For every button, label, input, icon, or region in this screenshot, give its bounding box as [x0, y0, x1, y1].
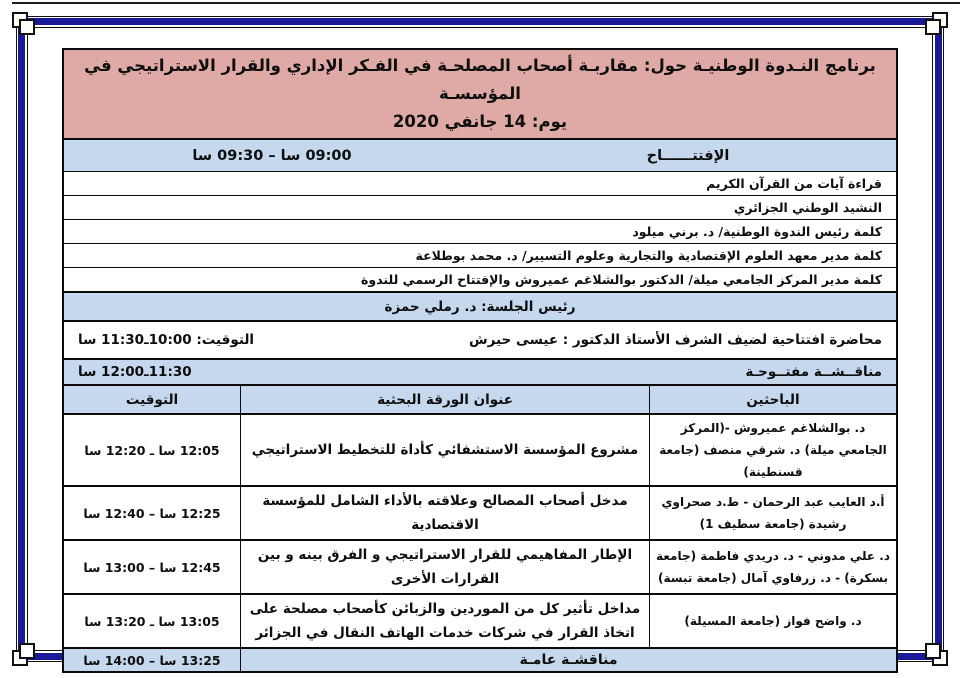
opening-time: 09:00 سا – 09:30 سا — [192, 147, 352, 164]
opening-item-text: كلمة مدير المركز الجامعي ميلة/ الدكتور بوالشلاغم عميروش والإفتتاح الرسمي للندوة — [361, 272, 882, 287]
program-date: يوم: 14 جانفي 2020 — [392, 112, 568, 131]
seminar-program-table — [62, 48, 898, 673]
paper-title: الإطار المفاهيمي للقرار الاستراتيجي و الفرق بينه و بين القرارات الأخرى — [240, 541, 650, 593]
paper-title: مشروع المؤسسة الاستشفائي كأداة للتخطيط الاستراتيجي — [240, 415, 650, 485]
opening-item — [64, 195, 896, 219]
program-title: برنامج النـدوة الوطنيـة حول: مقاربـة أصحاب المصلحـة في الفـكر الإداري والقرار الاستراتيجي في المؤسسـة — [84, 56, 876, 103]
program-title-block — [64, 50, 896, 138]
open-discussion-row — [64, 358, 896, 384]
paper-time: 12:25 سا – 12:40 سا — [83, 505, 221, 521]
papers-header-row — [64, 384, 896, 413]
paper-row — [64, 593, 896, 647]
general-discussion-time: 13:25 سا – 14:00 سا — [83, 652, 221, 668]
column-header-researchers: الباحثين — [746, 391, 800, 408]
paper-researchers: د. علي مدوني - د. دريدي فاطمة (جامعة بسكرة) - د. زرفاوي آمال (جامعة تبسة) — [656, 549, 890, 585]
open-discussion-time: 11:30ـ12:00 سا — [78, 364, 192, 380]
paper-time: 12:05 سا ـ 12:20 سا — [84, 442, 220, 458]
open-discussion-label: مناقــشــة مفتــوحـة — [745, 364, 882, 380]
session-chair-row — [64, 291, 896, 320]
paper-row — [64, 485, 896, 539]
paper-row — [64, 413, 896, 485]
paper-researchers: د. واضح فواز (جامعة المسيلة) — [684, 614, 862, 628]
general-discussion-row — [64, 647, 896, 671]
paper-title: مداخل تأثير كل من الموردين والزبائن كأصحاب مصلحة على اتخاذ القرار في شركات خدمات الهاتف النقال في الجزائر — [240, 595, 650, 647]
keynote-row — [64, 320, 896, 358]
paper-time: 12:45 سا – 13:00 سا — [83, 559, 221, 575]
opening-item-text: قراءة آيات من القرآن الكريم — [706, 176, 882, 191]
paper-researchers: د. بوالشلاغم عميروش -(المركز الجامعي ميلة) د. شرقي منصف (جامعة قسنطينة) — [659, 421, 887, 479]
paper-time: 13:05 سا ـ 13:20 سا — [84, 613, 220, 629]
opening-session-row — [64, 138, 896, 171]
opening-item-text: كلمة رئيس الندوة الوطنية/ د. برني ميلود — [632, 224, 882, 239]
paper-researchers: أ.د العايب عبد الرحمان - ط.د صحراوي رشيدة (جامعة سطيف 1) — [661, 495, 885, 531]
column-header-time: التوقيت — [125, 391, 179, 408]
general-discussion-label: مناقشـة عامـة — [240, 649, 896, 671]
keynote-time: التوقيت: 10:00ـ11:30 سا — [78, 332, 255, 348]
paper-row — [64, 539, 896, 593]
opening-item — [64, 267, 896, 291]
opening-item-text: النشيد الوطني الجزائري — [733, 200, 882, 215]
keynote-title: محاضرة افتتاحية لضيف الشرف الأستاذ الدكتور : عيسى حيرش — [469, 332, 882, 348]
opening-item — [64, 171, 896, 195]
column-header-paper-title: عنوان الورقة البحثية — [240, 386, 650, 413]
corner-ornament-icon — [19, 19, 35, 35]
paper-title: مدخل أصحاب المصالح وعلاقته بالأداء الشامل للمؤسسة الاقتصادية — [240, 487, 650, 539]
corner-ornament-icon — [19, 643, 35, 659]
page-top-edge-line — [12, 2, 960, 4]
opening-item-text: كلمة مدير معهد العلوم الإقتصادية والتجارية وعلوم التسيير/ د. محمد بوطلاعة — [415, 248, 882, 263]
corner-ornament-icon — [925, 19, 941, 35]
opening-item — [64, 219, 896, 243]
opening-label: الإفتتــــــاح — [646, 147, 730, 164]
opening-item — [64, 243, 896, 267]
corner-ornament-icon — [925, 643, 941, 659]
session-chair: رئيس الجلسة: د. رملي حمزة — [384, 298, 576, 315]
